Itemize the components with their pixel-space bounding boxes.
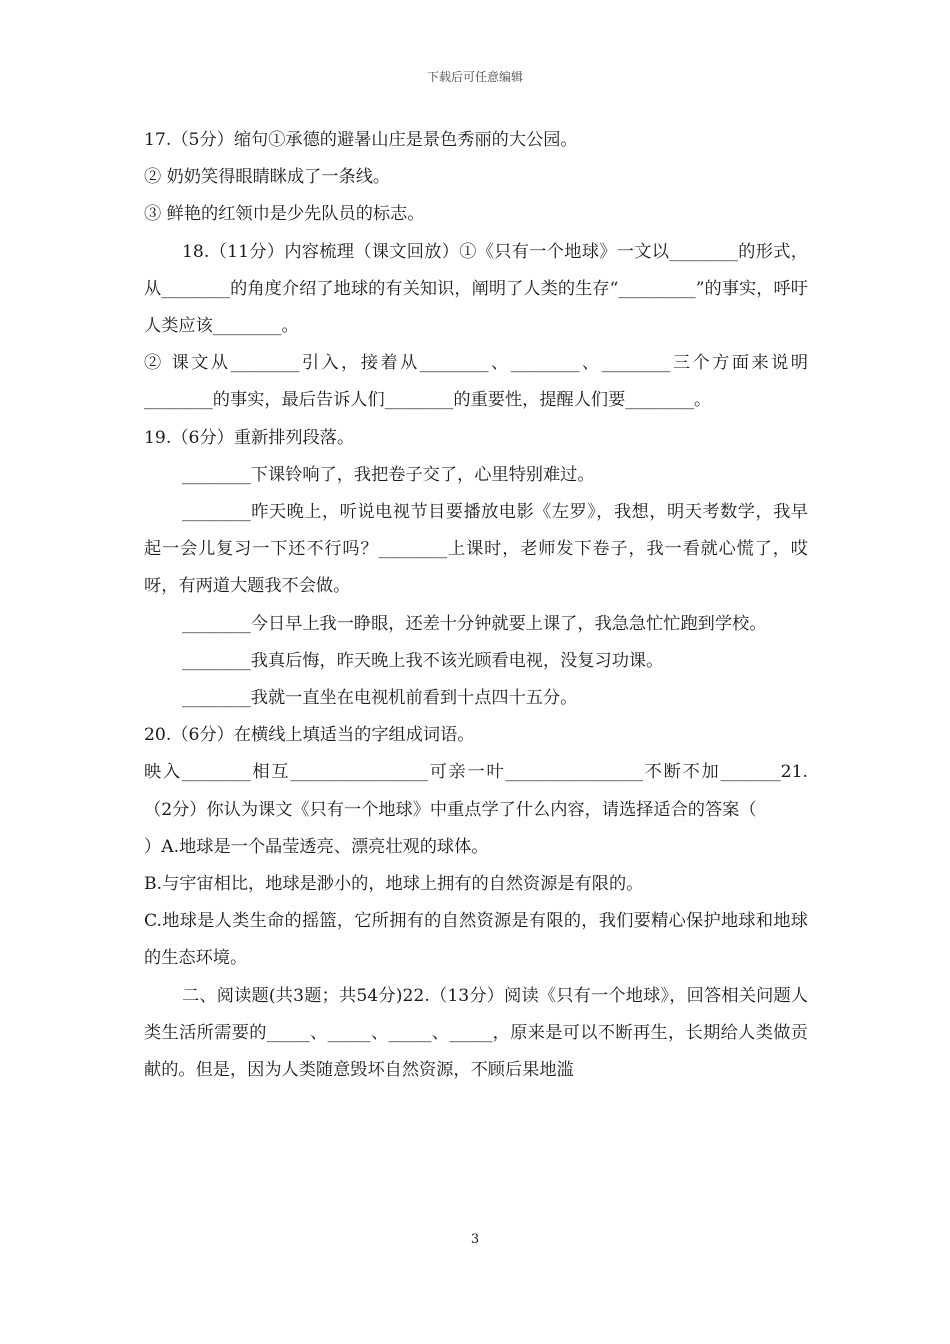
question-19-item-1: ________下课铃响了，我把卷子交了，心里特别难过。 <box>182 464 595 485</box>
question-19-item-4: ________我真后悔，昨天晚上我不该光顾看电视，没复习功课。 <box>182 650 664 671</box>
option-a: ）A.地球是一个晶莹透亮、漂亮壮观的球体。 <box>144 836 489 857</box>
question-20-21-text: 映入________相互________________可亲一叶________________不断不加_______21.（2分）你认为课文《只有一个地球》中重点学了什么内容，请选择适合的答案（ <box>144 762 808 820</box>
question-19-item-2: ________昨天晚上，听说电视节目要播放电影《左罗》，我想，明天考数学，我早起一会儿复习一下还不行吗？________上课时，老师发下卷子，我一看就心慌了，哎呀，有两道大题我不会做。 <box>144 502 808 597</box>
question-17-line-2: ② 奶奶笑得眼睛眯成了一条线。 <box>144 167 391 188</box>
question-17-line-3: ③ 鲜艳的红领巾是少先队员的标志。 <box>144 204 425 225</box>
question-18-part-2: ② 课文从________引入，接着从________、________、________三个方面来说明________的事实，最后告诉人们________的重要性，提醒人们要________。 <box>144 353 808 411</box>
reading-section-question-22: 二、阅读题(共3题；共54分)22.（13分）阅读《只有一个地球》，回答相关问题人类生活所需要的_____、_____、_____、_____，原来是可以不断再生，长期给人类做贡献的。但是，因为人类随意毁坏自然资源，不顾后果地滥 <box>144 985 808 1081</box>
question-20-title: 20.（6分）在横线上填适当的字组成词语。 <box>144 725 475 746</box>
page-header: 下载后可任意编辑 <box>426 70 523 84</box>
question-18-part-1: 18.（11分）内容梳理（课文回放）①《只有一个地球》一文以________的形式，从________的角度介绍了地球的有关知识，阐明了人类的生存“_________”的事实，呼吁人类应该________。 <box>144 241 808 337</box>
question-19-item-5: ________我就一直坐在电视机前看到十点四十五分。 <box>182 688 578 709</box>
option-b: B.与宇宙相比，地球是渺小的，地球上拥有的自然资源是有限的。 <box>144 874 644 895</box>
page-number: 3 <box>470 1232 480 1247</box>
document-body <box>144 122 808 1089</box>
question-17-line-1: 17.（5分）缩句①承德的避暑山庄是景色秀丽的大公园。 <box>144 130 578 150</box>
question-19-title: 19.（6分）重新排列段落。 <box>144 427 355 448</box>
option-c: C.地球是人类生命的摇篮，它所拥有的自然资源是有限的，我们要精心保护地球和地球的生态环境。 <box>144 911 808 969</box>
question-19-item-3: ________今日早上我一睁眼，还差十分钟就要上课了，我急急忙忙跑到学校。 <box>182 613 767 634</box>
